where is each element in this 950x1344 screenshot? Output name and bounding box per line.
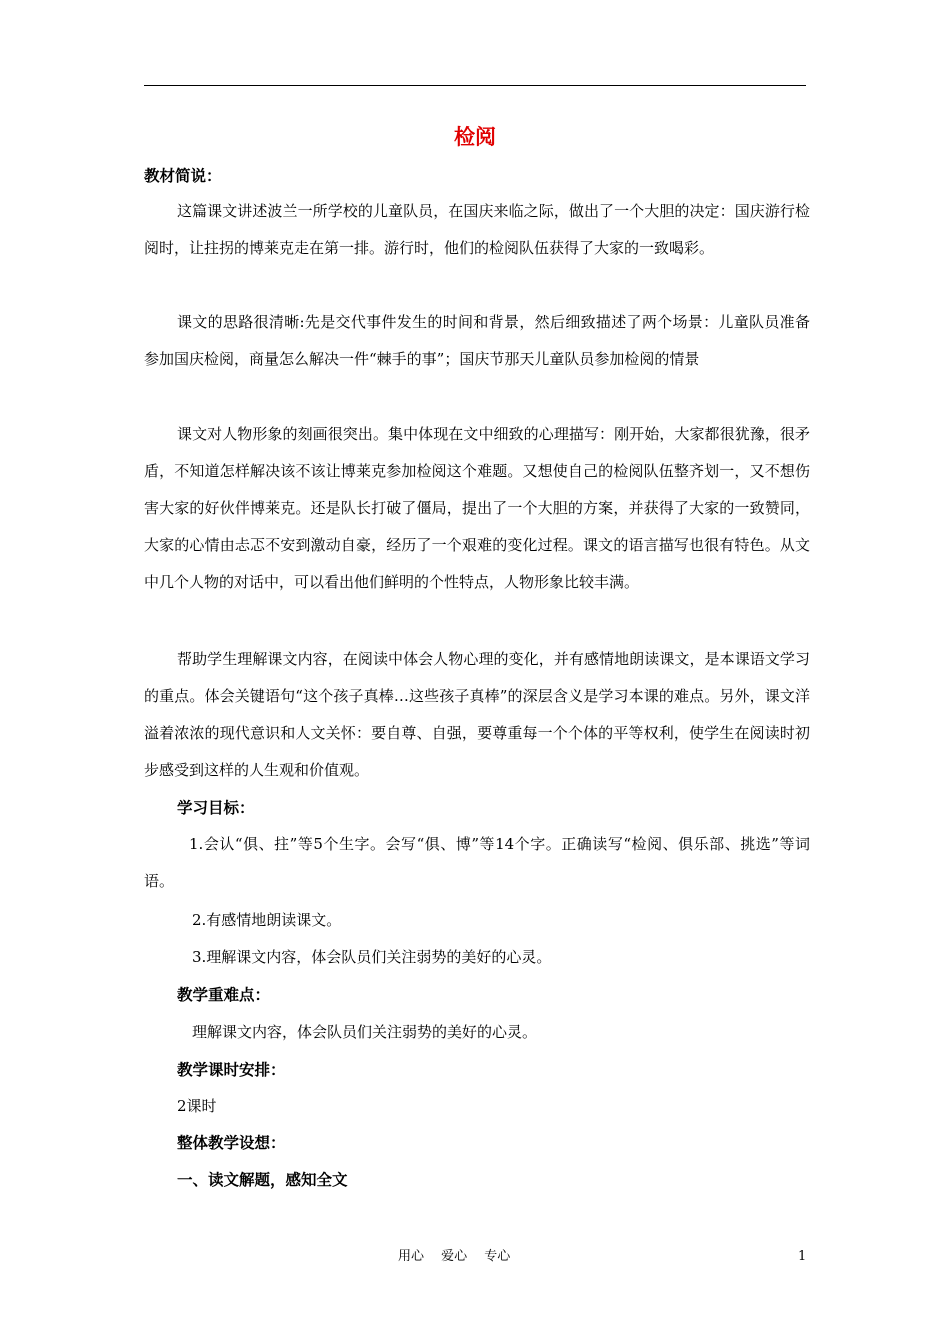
- schedule-text: 2课时: [177, 1097, 217, 1115]
- goal-item-3: 3.理解课文内容，体会队员们关注弱势的美好的心灵。: [192, 948, 552, 966]
- section-heading-goals: 学习目标：: [177, 799, 255, 817]
- section-heading-step1: 一、读文解题，感知全文: [177, 1171, 348, 1189]
- footer-motto: 用心 爱心 专心: [398, 1249, 511, 1264]
- document-title: 检阅: [454, 125, 496, 149]
- section-heading-key-points: 教学重难点：: [177, 986, 271, 1004]
- paragraph-1: 这篇课文讲述波兰一所学校的儿童队员，在国庆来临之际，做出了一个大胆的决定：国庆游行检阅时，让拄拐的博莱克走在第一排。游行时，他们的检阅队伍获得了大家的一致喝彩。: [144, 202, 810, 257]
- section-heading-design: 整体教学设想：: [177, 1134, 286, 1152]
- key-points-text: 理解课文内容，体会队员们关注弱势的美好的心灵。: [192, 1023, 538, 1041]
- section-heading-material: 教材简说：: [144, 167, 222, 185]
- paragraph-4: 帮助学生理解课文内容，在阅读中体会人物心理的变化，并有感情地朗读课文，是本课语文学习的重点。体会关键语句“这个孩子真棒…这些孩子真棒”的深层含义是学习本课的难点。另外，课文洋溢着浓浓的现代意识和人文关怀：要自尊、自强，要尊重每一个个体的平等权利，使学生在阅读时初步感受到这样的人生观和价值观。: [144, 650, 810, 779]
- section-heading-schedule: 教学课时安排：: [177, 1061, 286, 1079]
- paragraph-3: 课文对人物形象的刻画很突出。集中体现在文中细致的心理描写：刚开始，大家都很犹豫，很矛盾，不知道怎样解决该不该让博莱克参加检阅这个难题。又想使自己的检阅队伍整齐划一，又不想伤害大家的好伙伴博莱克。还是队长打破了僵局，提出了一个大胆的方案，并获得了大家的一致赞同，大家的心情由忐忑不安到激动自豪，经历了一个艰难的变化过程。课文的语言描写也很有特色。从文中几个人物的对话中，可以看出他们鲜明的个性特点，人物形象比较丰满。: [144, 425, 810, 591]
- paragraph-2: 课文的思路很清晰:先是交代事件发生的时间和背景，然后细致描述了两个场景：儿童队员准备参加国庆检阅，商量怎么解决一件“棘手的事”；国庆节那天儿童队员参加检阅的情景: [144, 313, 810, 368]
- page-number: 1: [798, 1249, 807, 1264]
- goal-item-2: 2.有感情地朗读课文。: [192, 911, 342, 929]
- header-rule: [144, 85, 806, 86]
- goal-item-1: 1.会认“俱、拄”等5个生字。会写“俱、博”等14个字。正确读写“检阅、俱乐部、挑选”等词语。: [144, 835, 810, 890]
